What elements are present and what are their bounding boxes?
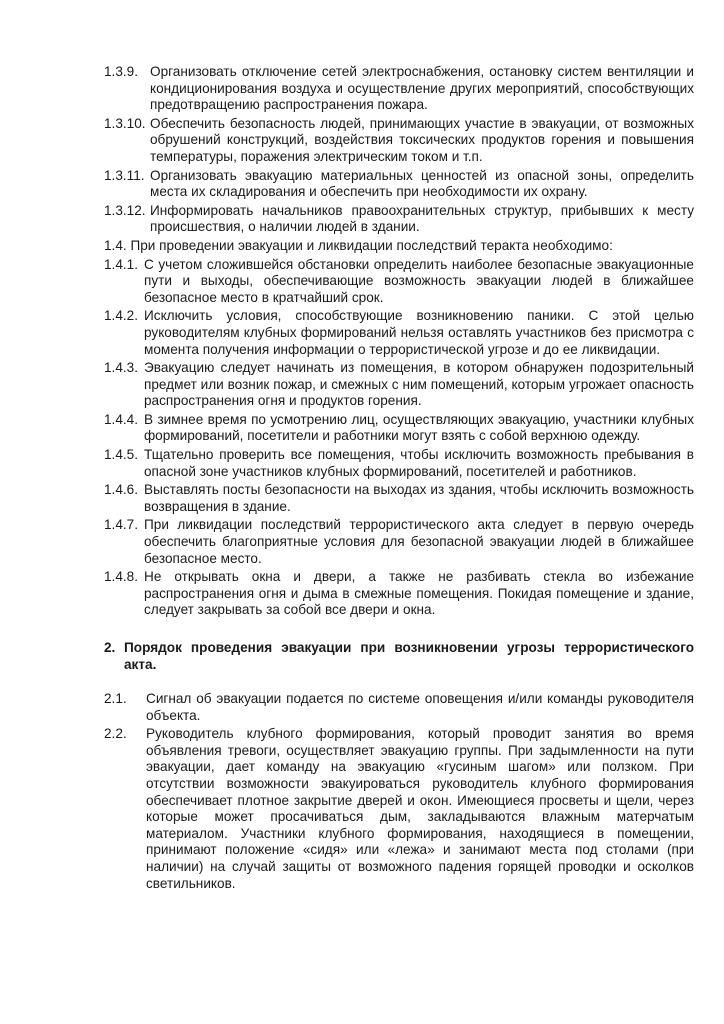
list-item [0,691,694,724]
section-number: 2. [104,640,116,655]
list-item [0,517,694,567]
list-item [0,308,694,358]
item-text: Эвакуацию следует начинать из помещения, в котором обнаружен подозрительный предмет или возник пожар, и смежных с ним помещений, которым угрожает опасность распространения огня и продуктов горения. [144,360,694,409]
list-item [0,238,694,255]
item-number: 1.4.8. [104,569,139,585]
item-text: Сигнал об эвакуации подается по системе оповещения и/или команды руководителя объекта. [146,691,694,723]
item-text: Тщательно проверить все помещения, чтобы исключить возможность пребывания в опасной зоне участников клубных формирований, посетителей и работников. [144,447,694,479]
item-number: 2.1. [104,691,127,706]
item-number: 1.4.2. [104,308,139,324]
item-number: 1.4.7. [104,517,139,533]
item-text: Информировать начальников правоохранительных структур, прибывших к месту происшествия, о наличии людей в здании. [150,202,694,235]
list-item [0,569,694,619]
item-text: При ликвидации последствий террористического акта следует в первую очередь обеспечить благоприятные условия для безопасной эвакуации людей в ближайшее безопасное место. [144,517,694,566]
list-item [0,447,694,480]
list-item [0,412,694,445]
item-number: 1.4.6. [104,482,139,498]
item-text: Обеспечить безопасность людей, принимающих участие в эвакуации, от возможных обрушений конструкций, воздействия токсических продуктов горения и повышения температуры, поражения электрическим током и т.п. [150,115,694,164]
section-heading [0,639,694,673]
item-number: 1.3.11. [104,167,145,183]
item-number: 2.2. [104,726,127,742]
item-text: 1.4. При проведении эвакуации и ликвидации последствий теракта необходимо: [104,237,613,253]
item-text: Исключить условия, способствующие возникновению паники. С этой целью руководителям клубных формирований нельзя оставлять участников без присмотра с момента получения информации о террористической угрозе и до ее ликвидации. [144,308,694,357]
item-number: 1.4.4. [104,411,139,427]
list-item [0,116,694,166]
item-text: Не открывать окна и двери, а также не разбивать стекла во избежание распространения огня и дыма в смежные помещения. Покидая помещение и здание, следует закрывать за собой все двери и окна. [144,569,694,618]
list-item [0,360,694,410]
item-text: Организовать отключение сетей электроснабжения, остановку систем вентиляции и кондиционирования воздуха и осуществление других мероприятий, способствующих предотвращению распространения пожара. [150,64,694,113]
item-number: 1.3.9. [104,64,139,79]
item-text: Организовать эвакуацию материальных ценностей из опасной зоны, определить места их складирования и обеспечить при необходимости их охрану. [150,167,694,200]
list-item [0,257,694,307]
item-text: С учетом сложившейся обстановки определить наиболее безопасные эвакуационные пути и выходы, обеспечивающие возможность эвакуации людей в ближайшее безопасное место в кратчайший срок. [144,256,694,305]
list-item [0,726,694,892]
item-number: 1.4.5. [104,447,139,463]
list-item [0,482,694,515]
list-item [0,203,694,236]
section-title: Порядок проведения эвакуации при возникновении угрозы террористического акта. [124,640,694,672]
list-item [0,168,694,201]
item-number: 1.3.10. [104,115,146,131]
item-text: В зимнее время по усмотрению лиц, осуществляющих эвакуацию, участники клубных формирований, посетители и работники могут взять с собой верхнюю одежду. [144,411,694,444]
item-number: 1.3.12. [104,202,146,218]
item-number: 1.4.3. [104,360,139,376]
item-text: Выставлять посты безопасности на выходах из здания, чтобы исключить возможность возвращения в здание. [144,482,694,514]
list-item [0,64,694,114]
item-number: 1.4.1. [104,256,139,272]
item-text: Руководитель клубного формирования, который проводит занятия во время объявления тревоги, осуществляет эвакуацию группы. При задымленности на пути эвакуации, дает команду на эвакуацию «гусиным шагом» или ползком. При отсутствии возможности эвакуироваться руководитель клубного формирования обеспечивает плотное закрытие дверей и окон. Имеющиеся просветы и щели, через которые может просачиваться дым, закладываются влажным матерчатым материалом. Участники клубного формирования, находящиеся в помещении, принимают положение «сидя» или «лежа» и занимают места под столами (при наличии) на случай защиты от возможного падения горящей проводки и осколков светильников. [146,726,694,891]
item-number [0,238,104,255]
